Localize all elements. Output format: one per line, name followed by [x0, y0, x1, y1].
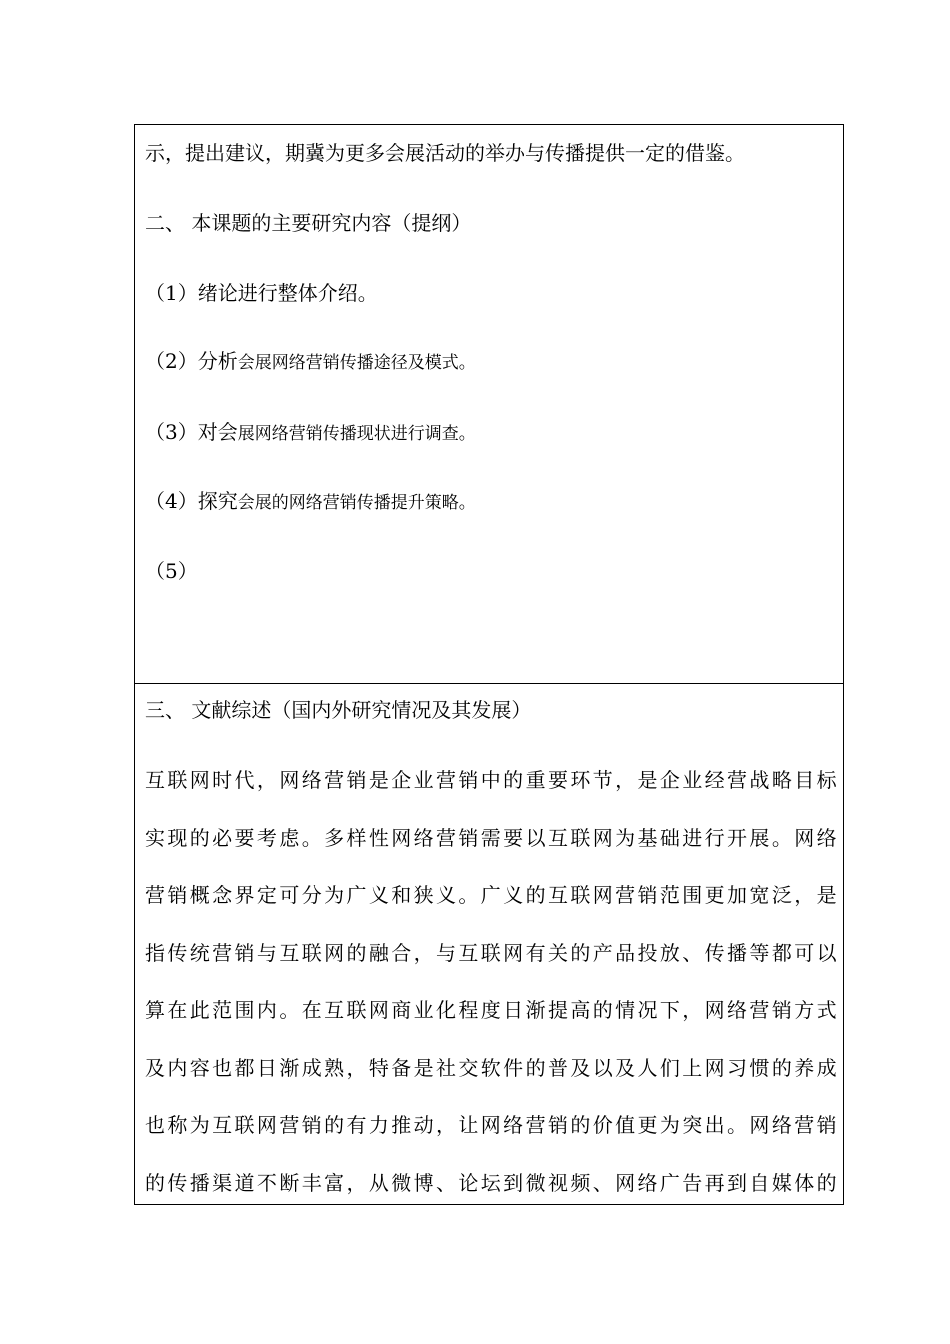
outline-item-text: 展网络营销传播现状进行调查。: [237, 424, 476, 444]
table-cell-outline: [134, 124, 844, 684]
outline-item-2: [145, 349, 476, 375]
outline-item-4: [145, 489, 476, 515]
outline-item-prefix: （3）对会: [145, 420, 238, 444]
outline-item-text: 会展的网络营销传播提升策略。: [237, 493, 476, 513]
paragraph-line: 算在此范围内。在互联网商业化程度日渐提高的情况下，网络营销方式: [145, 998, 837, 1022]
paragraph-line: 实现的必要考虑。多样性网络营销需要以互联网为基础进行开展。网络: [145, 825, 837, 850]
paragraph-line: 互联网时代，网络营销是企业营销中的重要环节，是企业经营战略目标: [145, 768, 837, 792]
outline-item-5: [145, 559, 198, 583]
paragraph-line: 指传统营销与互联网的融合，与互联网有关的产品投放、传播等都可以: [145, 940, 837, 965]
outline-item-text: （1）绪论进行整体介绍。: [145, 281, 378, 305]
outline-item-3: [145, 420, 476, 446]
outline-item-1: [145, 281, 378, 305]
outline-item-text: 会展网络营销传播途径及模式。: [237, 353, 476, 373]
outline-item-prefix: （4）探究: [145, 489, 238, 513]
table-cell-literature-review: [134, 683, 844, 1205]
paragraph-line: 的传播渠道不断丰富，从微博、论坛到微视频、网络广告再到自媒体的: [145, 1170, 837, 1195]
paragraph-line: 营销概念界定可分为广义和狭义。广义的互联网营销范围更加宽泛，是: [145, 883, 837, 907]
section-two-heading: 二、 本课题的主要研究内容（提纲）: [145, 211, 472, 235]
continued-text-line: 示，提出建议，期冀为更多会展活动的举办与传播提供一定的借鉴。: [145, 141, 745, 165]
paragraph-line: 及内容也都日渐成熟，特备是社交软件的普及以及人们上网习惯的养成: [145, 1055, 837, 1080]
outline-item-prefix: （2）分析: [145, 349, 238, 373]
literature-review-paragraph: [145, 752, 837, 1212]
outline-item-prefix: （5）: [145, 559, 198, 583]
paragraph-line: 也称为互联网营销的有力推动，让网络营销的价值更为突出。网络营销: [145, 1113, 837, 1137]
section-three-heading: 三、 文献综述（国内外研究情况及其发展）: [145, 698, 532, 722]
